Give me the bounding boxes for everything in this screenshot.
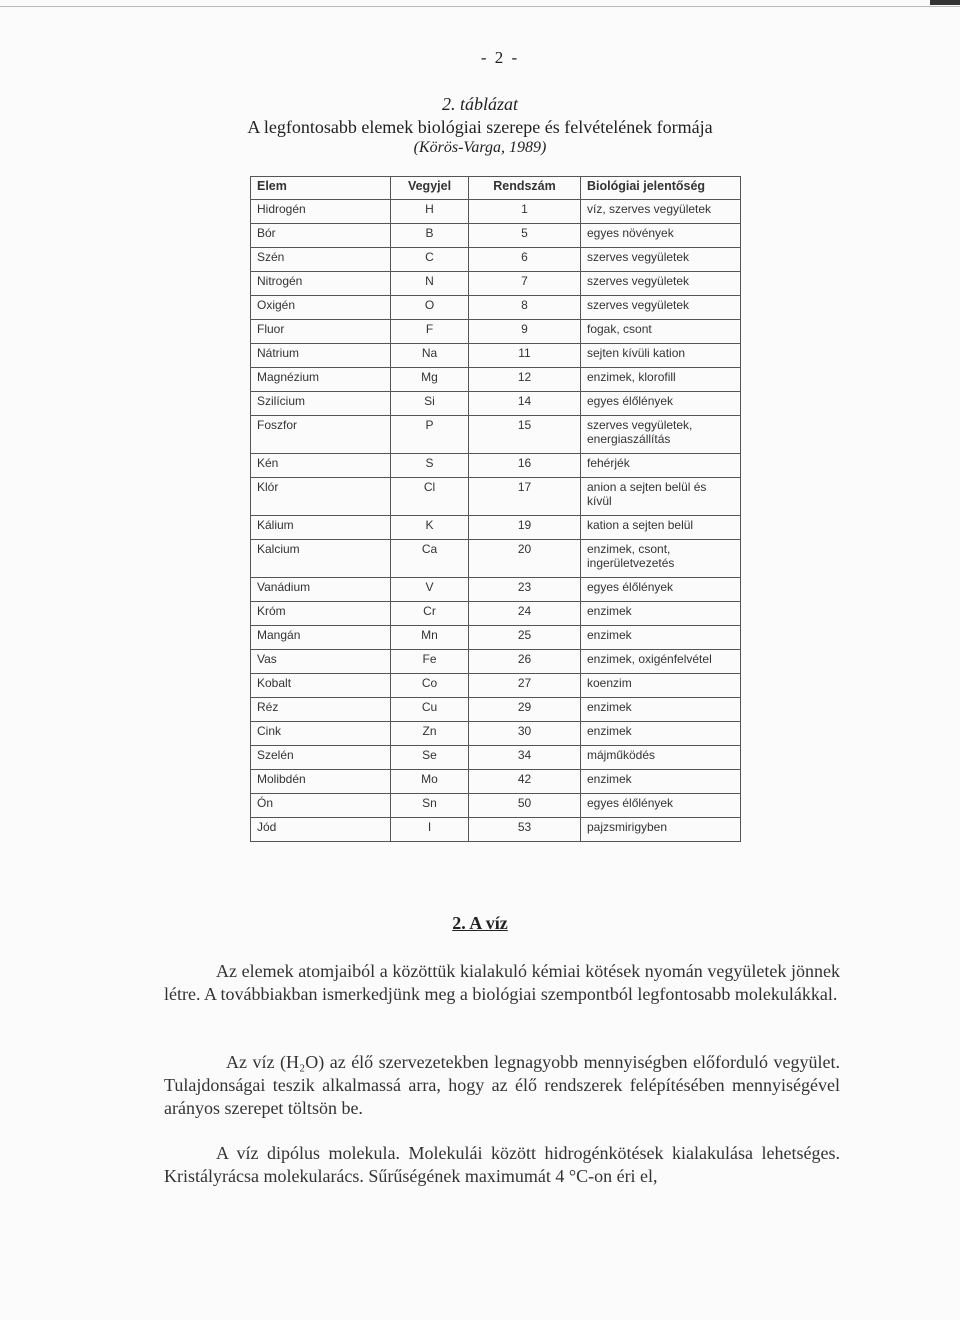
table-caption-source: (Körös-Varga, 1989) xyxy=(413,139,547,156)
cell-atomic-number: 8 xyxy=(469,296,581,320)
scan-corner-mark xyxy=(930,0,960,5)
cell-atomic-number: 34 xyxy=(469,746,581,770)
table-row xyxy=(251,344,741,368)
cell-symbol: Sn xyxy=(391,794,469,818)
table-caption-title: A legfontosabb elemek biológiai szerepe és felvételének formája xyxy=(247,117,713,137)
cell-element: Cink xyxy=(251,722,391,746)
table-row xyxy=(251,540,741,578)
cell-symbol: K xyxy=(391,516,469,540)
cell-role: egyes élőlények xyxy=(581,578,741,602)
table-caption-number: 2. táblázat xyxy=(441,94,518,114)
cell-symbol: H xyxy=(391,200,469,224)
header-atomic-number: Rendszám xyxy=(469,177,581,200)
cell-symbol: I xyxy=(391,818,469,842)
cell-atomic-number: 9 xyxy=(469,320,581,344)
table-row xyxy=(251,392,741,416)
cell-role: sejten kívüli kation xyxy=(581,344,741,368)
cell-symbol: Cl xyxy=(391,478,469,516)
cell-atomic-number: 24 xyxy=(469,602,581,626)
table-row xyxy=(251,200,741,224)
cell-symbol: Se xyxy=(391,746,469,770)
table-row xyxy=(251,478,741,516)
cell-atomic-number: 27 xyxy=(469,674,581,698)
cell-role: szerves vegyületek xyxy=(581,248,741,272)
cell-atomic-number: 53 xyxy=(469,818,581,842)
header-symbol: Vegyjel xyxy=(391,177,469,200)
cell-role: enzimek xyxy=(581,722,741,746)
header-biological-role: Biológiai jelentőség xyxy=(581,177,741,200)
cell-atomic-number: 7 xyxy=(469,272,581,296)
table-row xyxy=(251,794,741,818)
table-row xyxy=(251,722,741,746)
table-row xyxy=(251,416,741,454)
cell-element: Vas xyxy=(251,650,391,674)
cell-role: enzimek xyxy=(581,770,741,794)
cell-element: Vanádium xyxy=(251,578,391,602)
cell-symbol: Na xyxy=(391,344,469,368)
cell-element: Klór xyxy=(251,478,391,516)
cell-role: szerves vegyületek xyxy=(581,296,741,320)
cell-role: enzimek, csont, ingerületvezetés xyxy=(581,540,741,578)
table-row xyxy=(251,368,741,392)
cell-element: Molibdén xyxy=(251,770,391,794)
cell-role: egyes élőlények xyxy=(581,392,741,416)
cell-symbol: V xyxy=(391,578,469,602)
cell-symbol: Cr xyxy=(391,602,469,626)
cell-role: fehérjék xyxy=(581,454,741,478)
cell-atomic-number: 25 xyxy=(469,626,581,650)
cell-atomic-number: 30 xyxy=(469,722,581,746)
cell-symbol: F xyxy=(391,320,469,344)
cell-atomic-number: 16 xyxy=(469,454,581,478)
cell-atomic-number: 1 xyxy=(469,200,581,224)
page-number: - 2 - xyxy=(480,48,520,67)
cell-symbol: Cu xyxy=(391,698,469,722)
cell-element: Jód xyxy=(251,818,391,842)
cell-role: enzimek, klorofill xyxy=(581,368,741,392)
cell-element: Kalcium xyxy=(251,540,391,578)
cell-role: kation a sejten belül xyxy=(581,516,741,540)
header-elem: Elem xyxy=(251,177,391,200)
cell-element: Kálium xyxy=(251,516,391,540)
cell-role: enzimek xyxy=(581,626,741,650)
cell-symbol: C xyxy=(391,248,469,272)
cell-symbol: Si xyxy=(391,392,469,416)
cell-symbol: P xyxy=(391,416,469,454)
table-row xyxy=(251,818,741,842)
cell-role: májműködés xyxy=(581,746,741,770)
cell-element: Szelén xyxy=(251,746,391,770)
table-row xyxy=(251,674,741,698)
table-row xyxy=(251,248,741,272)
table-row xyxy=(251,272,741,296)
cell-role: enzimek xyxy=(581,698,741,722)
section-title: 2. A víz xyxy=(452,913,508,933)
cell-role: anion a sejten belül és kívül xyxy=(581,478,741,516)
cell-symbol: S xyxy=(391,454,469,478)
cell-symbol: O xyxy=(391,296,469,320)
cell-symbol: B xyxy=(391,224,469,248)
cell-role: szerves vegyületek xyxy=(581,272,741,296)
cell-role: egyes élőlények xyxy=(581,794,741,818)
section-heading xyxy=(380,913,580,934)
cell-atomic-number: 11 xyxy=(469,344,581,368)
cell-role: szerves vegyületek, energiaszállítás xyxy=(581,416,741,454)
cell-element: Nitrogén xyxy=(251,272,391,296)
table-row xyxy=(251,516,741,540)
cell-role: víz, szerves vegyületek xyxy=(581,200,741,224)
cell-symbol: Mn xyxy=(391,626,469,650)
cell-symbol: Ca xyxy=(391,540,469,578)
cell-atomic-number: 19 xyxy=(469,516,581,540)
cell-element: Foszfor xyxy=(251,416,391,454)
table-row xyxy=(251,320,741,344)
cell-atomic-number: 12 xyxy=(469,368,581,392)
table-row xyxy=(251,578,741,602)
cell-element: Bór xyxy=(251,224,391,248)
table-row xyxy=(251,746,741,770)
cell-element: Ón xyxy=(251,794,391,818)
table-row xyxy=(251,454,741,478)
table-row xyxy=(251,698,741,722)
cell-element: Mangán xyxy=(251,626,391,650)
cell-element: Fluor xyxy=(251,320,391,344)
cell-element: Króm xyxy=(251,602,391,626)
cell-atomic-number: 15 xyxy=(469,416,581,454)
cell-role: pajzsmirigyben xyxy=(581,818,741,842)
paragraph-3: A víz dipólus molekula. Molekulái között hidrogénkötések kialakulása lehetséges. Kristályrácsa molekularács. Sűrűségének maximumát 4 °C-on éri el, xyxy=(164,1143,840,1186)
table-body xyxy=(251,200,741,842)
elements-table xyxy=(250,176,741,842)
table-row xyxy=(251,296,741,320)
table-row xyxy=(251,626,741,650)
cell-symbol: Fe xyxy=(391,650,469,674)
cell-element: Kén xyxy=(251,454,391,478)
table-row xyxy=(251,770,741,794)
cell-atomic-number: 29 xyxy=(469,698,581,722)
cell-atomic-number: 6 xyxy=(469,248,581,272)
cell-element: Szilícium xyxy=(251,392,391,416)
table-header-row xyxy=(251,177,741,200)
table-row xyxy=(251,224,741,248)
cell-role: enzimek, oxigénfelvétel xyxy=(581,650,741,674)
cell-atomic-number: 20 xyxy=(469,540,581,578)
cell-element: Szén xyxy=(251,248,391,272)
paragraph-2: Az víz (H₂O) az élő szervezetekben legnagyobb mennyiségben előforduló vegyület. Tulajdonságai teszik alkalmassá arra, hogy az élő rendszerek felépítésében mennyiségével arányos szerepet töltsön be. xyxy=(164,1052,840,1118)
cell-role: egyes növények xyxy=(581,224,741,248)
cell-symbol: N xyxy=(391,272,469,296)
cell-element: Nátrium xyxy=(251,344,391,368)
cell-symbol: Mo xyxy=(391,770,469,794)
cell-symbol: Co xyxy=(391,674,469,698)
table-row xyxy=(251,650,741,674)
cell-atomic-number: 50 xyxy=(469,794,581,818)
cell-element: Réz xyxy=(251,698,391,722)
cell-role: enzimek xyxy=(581,602,741,626)
cell-atomic-number: 17 xyxy=(469,478,581,516)
cell-element: Oxigén xyxy=(251,296,391,320)
cell-atomic-number: 42 xyxy=(469,770,581,794)
cell-element: Magnézium xyxy=(251,368,391,392)
cell-element: Kobalt xyxy=(251,674,391,698)
cell-atomic-number: 23 xyxy=(469,578,581,602)
cell-atomic-number: 26 xyxy=(469,650,581,674)
cell-role: fogak, csont xyxy=(581,320,741,344)
cell-symbol: Zn xyxy=(391,722,469,746)
table-row xyxy=(251,602,741,626)
cell-symbol: Mg xyxy=(391,368,469,392)
cell-atomic-number: 5 xyxy=(469,224,581,248)
cell-element: Hidrogén xyxy=(251,200,391,224)
cell-role: koenzim xyxy=(581,674,741,698)
scan-top-edge xyxy=(0,6,960,7)
paragraph-1: Az elemek atomjaiból a közöttük kialakuló kémiai kötések nyomán vegyületek jönnek létre. A továbbiakban ismerkedjünk meg a biológiai szempontból legfontosabb molekulákkal. xyxy=(164,961,840,1004)
cell-atomic-number: 14 xyxy=(469,392,581,416)
